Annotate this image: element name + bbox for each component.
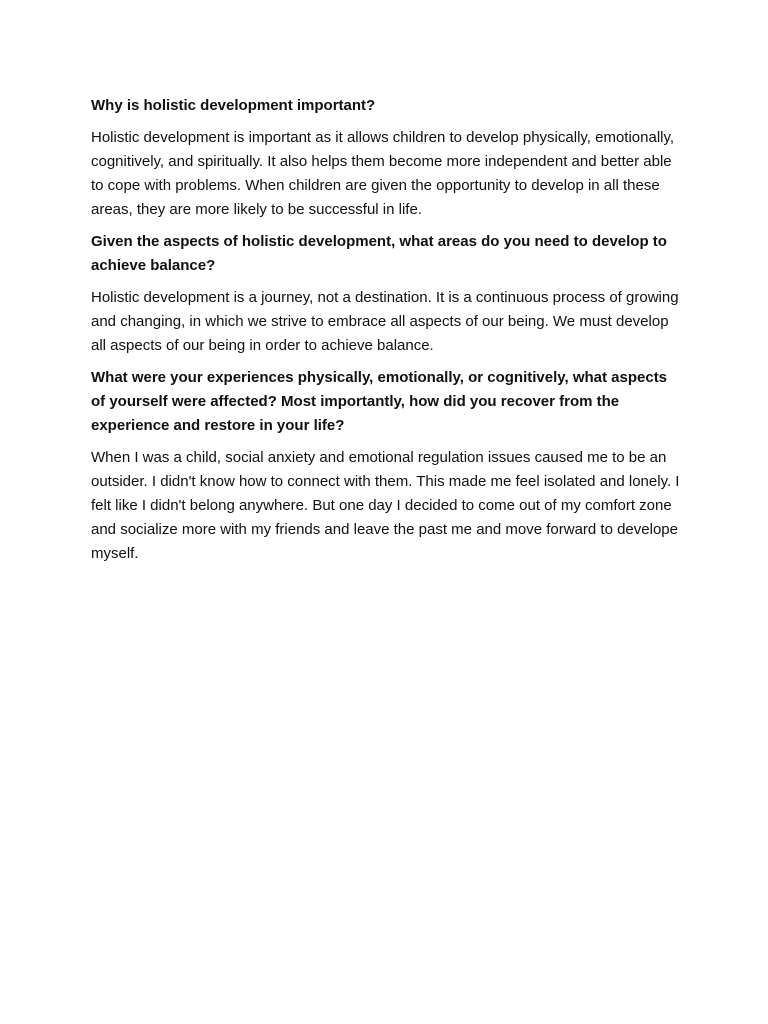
question-2: Given the aspects of holistic development, what areas do you need to develop to achieve balance? [91, 233, 667, 274]
question-1: Why is holistic development important? [91, 97, 376, 114]
question-3: What were your experiences physically, emotionally, or cognitively, what aspects of yourself were affected? Most importantly, how did you recover from the experience and restore in your life? [91, 369, 668, 434]
answer-3: When I was a child, social anxiety and emotional regulation issues caused me to be an outsider. I didn't know how to connect with them. This made me feel isolated and lonely. I felt like I didn't belong anywhere. But one day I decided to come out of my comfort zone and socialize more with my friends and leave the past me and move forward to develope myself. [91, 449, 680, 562]
document-body [91, 94, 681, 574]
answer-1: Holistic development is important as it allows children to develop physically, emotionally, cognitively, and spiritually. It also helps them become more independent and better able to cope with problems. When children are given the opportunity to develop in all these areas, they are more likely to be successful in life. [91, 129, 675, 218]
answer-2: Holistic development is a journey, not a destination. It is a continuous process of growing and changing, in which we strive to embrace all aspects of our being. We must develop all aspects of our being in order to achieve balance. [91, 289, 679, 354]
